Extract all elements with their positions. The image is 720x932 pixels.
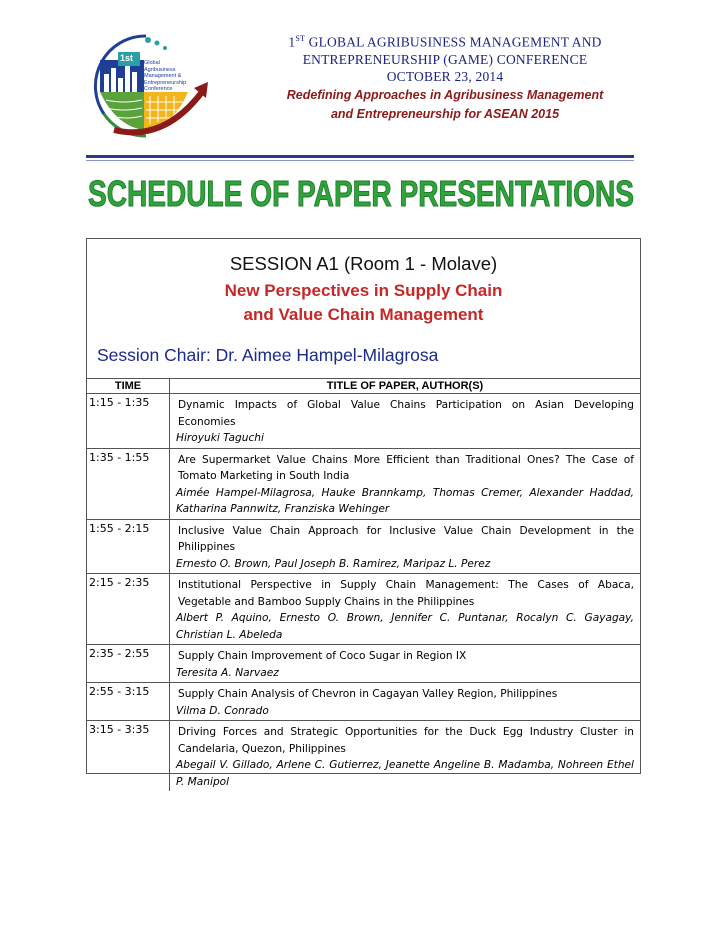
session-chair: Session Chair: Dr. Aimee Hampel-Milagrosa bbox=[97, 345, 439, 365]
session-title: SESSION A1 (Room 1 - Molave) bbox=[229, 253, 498, 274]
paper-authors: Ernesto O. Brown, Paul Joseph B. Ramirez, Maripaz L. Perez bbox=[176, 557, 491, 570]
table-row bbox=[87, 645, 640, 683]
paper-authors: Teresita A. Narvaez bbox=[176, 666, 279, 679]
paper-title: Institutional Perspective in Supply Chain Management: The Cases of Abaca, Vegetable and Bamboo Supply Chains in the Philippines bbox=[178, 579, 634, 608]
session-theme bbox=[87, 279, 640, 327]
row-paper bbox=[170, 645, 641, 683]
table-row bbox=[87, 394, 640, 449]
row-paper bbox=[170, 574, 641, 645]
column-header-title: TITLE OF PAPER, AUTHOR(S) bbox=[170, 379, 641, 394]
logo-line: Management & bbox=[144, 73, 182, 79]
tagline-line1: Redefining Approaches in Agribusiness Management bbox=[286, 88, 604, 102]
conference-title-line2: ENTREPRENEURSHIP (GAME) CONFERENCE bbox=[302, 51, 588, 67]
tagline-line2: and Entrepreneurship for ASEAN 2015 bbox=[330, 107, 560, 121]
ordinal-number: 1 bbox=[288, 34, 296, 50]
paper-title: Supply Chain Analysis of Chevron in Cagayan Valley Region, Philippines bbox=[178, 688, 558, 700]
row-time: 1:55 - 2:15 bbox=[87, 519, 170, 574]
paper-authors: Albert P. Aquino, Ernesto O. Brown, Jennifer C. Puntanar, Rocalyn C. Gayagay, Christian L. Abeleda bbox=[176, 612, 634, 641]
conference-tagline bbox=[240, 86, 650, 124]
paper-title: Inclusive Value Chain Approach for Inclusive Value Chain Development in the Philippines bbox=[178, 524, 634, 553]
conference-date: OCTOBER 23, 2014 bbox=[386, 68, 504, 84]
header-divider-thin bbox=[86, 160, 634, 161]
paper-authors: Aimée Hampel-Milagrosa, Hauke Brannkamp, Thomas Cremer, Alexander Haddad, Katharina Pannwitz, Franziska Wehinger bbox=[176, 486, 634, 515]
table-row bbox=[87, 519, 640, 574]
table-header-row bbox=[87, 379, 640, 394]
paper-authors: Vilma D. Conrado bbox=[176, 704, 269, 717]
row-paper bbox=[170, 448, 641, 519]
session-theme-line2: and Value Chain Management bbox=[243, 305, 484, 324]
paper-authors: Abegail V. Gillado, Arlene C. Gutierrez, Jeanette Angeline B. Madamba, Nohreen Ethel P. Manipol bbox=[176, 759, 634, 788]
schedule-table bbox=[87, 378, 640, 791]
conference-title-line1 bbox=[230, 30, 660, 51]
logo-line: Global bbox=[144, 60, 160, 66]
conference-logo bbox=[84, 30, 214, 142]
row-time: 1:15 - 1:35 bbox=[87, 394, 170, 449]
column-header-time: TIME bbox=[87, 379, 170, 394]
table-row bbox=[87, 574, 640, 645]
table-row bbox=[87, 448, 640, 519]
conference-title bbox=[230, 30, 660, 85]
paper-title: Dynamic Impacts of Global Value Chains Participation on Asian Developing Economies bbox=[178, 399, 634, 428]
paper-authors: Hiroyuki Taguchi bbox=[176, 432, 264, 444]
row-paper bbox=[170, 721, 641, 792]
row-paper bbox=[170, 683, 641, 721]
row-time: 1:35 - 1:55 bbox=[87, 448, 170, 519]
row-time: 2:15 - 2:35 bbox=[87, 574, 170, 645]
row-time: 2:55 - 3:15 bbox=[87, 683, 170, 721]
schedule-banner-text: SCHEDULE OF PAPER PRESENTATIONS bbox=[88, 173, 634, 214]
logo-text bbox=[144, 60, 214, 93]
conference-title-line1-text: GLOBAL AGRIBUSINESS MANAGEMENT AND bbox=[305, 34, 602, 50]
session-theme-line1: New Perspectives in Supply Chain bbox=[224, 281, 503, 300]
table-row bbox=[87, 683, 640, 721]
row-paper bbox=[170, 519, 641, 574]
paper-title: Driving Forces and Strategic Opportunities for the Duck Egg Industry Cluster in Candelaria, Quezon, Philippines bbox=[178, 726, 634, 755]
table-row bbox=[87, 721, 640, 792]
row-paper bbox=[170, 394, 641, 449]
ordinal-suffix: ST bbox=[295, 34, 306, 43]
row-time: 3:15 - 3:35 bbox=[87, 721, 170, 792]
header-divider bbox=[86, 155, 634, 158]
row-time: 2:35 - 2:55 bbox=[87, 645, 170, 683]
logo-line: Agribusiness bbox=[144, 66, 176, 73]
paper-title: Are Supermarket Value Chains More Efficient than Traditional Ones? The Case of Tomato Marketing in South India bbox=[178, 453, 634, 482]
logo-line: Entrepreneurship Conference bbox=[144, 79, 187, 92]
session-panel bbox=[86, 238, 641, 788]
paper-title: Supply Chain Improvement of Coco Sugar in Region IX bbox=[178, 650, 467, 662]
logo-badge: 1st bbox=[120, 53, 134, 63]
schedule-banner bbox=[86, 170, 636, 216]
